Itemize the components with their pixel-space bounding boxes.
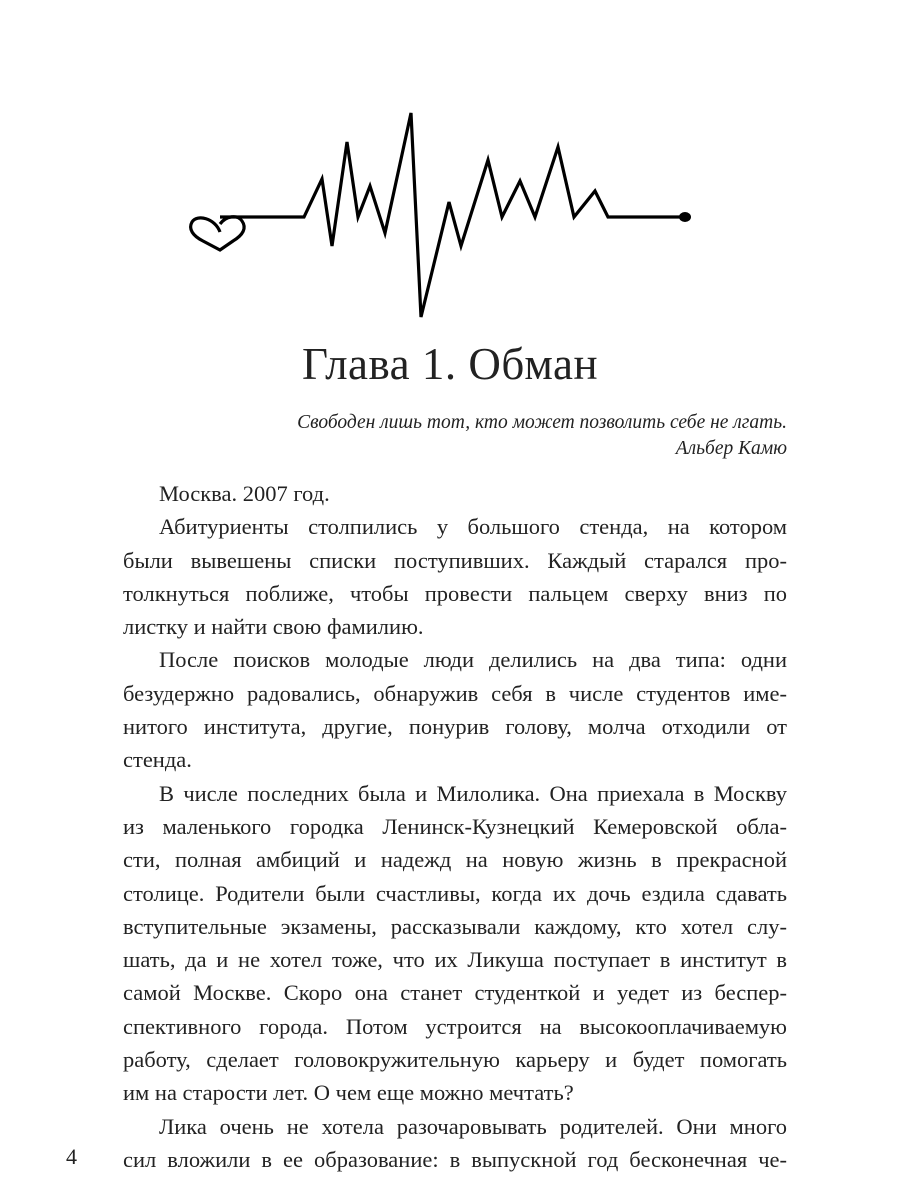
text-line: стенда. bbox=[123, 747, 192, 773]
epigraph-author: Альбер Камю bbox=[675, 438, 787, 459]
chapter-title: Глава 1. Обман bbox=[301, 339, 599, 389]
text-line: вступительные экзамены, рассказывали каждому, кто хотел слу- bbox=[123, 913, 787, 939]
text-line: Абитуриенты столпились у большого стенда, на котором bbox=[159, 514, 787, 540]
text-line: спективного города. Потом устроится на высокооплачиваемую bbox=[123, 1013, 787, 1039]
text-line: сти, полная амбиций и надежд на новую жизнь в прекрасной bbox=[123, 847, 787, 873]
heartbeat-illustration bbox=[185, 108, 730, 326]
text-line: нитого института, другие, понурив голову, молча отходили от bbox=[123, 714, 787, 740]
text-line: листку и найти свою фамилию. bbox=[123, 614, 424, 640]
dot-icon bbox=[679, 212, 691, 222]
heart-icon bbox=[191, 217, 245, 250]
text-line: столице. Родители были счастливы, когда их дочь ездила сдавать bbox=[123, 880, 787, 906]
text-line: из маленького городка Ленинск-Кузнецкий Кемеровской обла- bbox=[123, 813, 787, 839]
epigraph bbox=[297, 410, 787, 462]
page-number: 4 bbox=[66, 1144, 77, 1169]
text-line: В числе последних была и Милолика. Она приехала в Москву bbox=[159, 780, 787, 806]
text-line: После поисков молодые люди делились на два типа: одни bbox=[159, 647, 787, 673]
ecg-line bbox=[220, 113, 685, 317]
text-line: Лика очень не хотела разочаровывать родителей. Они много bbox=[159, 1113, 787, 1139]
text-line: им на старости лет. О чем еще можно мечтать? bbox=[123, 1080, 574, 1106]
text-line: работу, сделает головокружительную карьеру и будет помогать bbox=[123, 1047, 787, 1073]
text-line: самой Москве. Скоро она станет студенткой и уедет из беспер- bbox=[123, 980, 787, 1006]
text-line: шать, да и не хотел тоже, что их Ликуша поступает в институт в bbox=[123, 947, 787, 973]
text-line: толкнуться поближе, чтобы провести пальцем сверху вниз по bbox=[123, 580, 787, 606]
epigraph-quote: Свободен лишь тот, кто может позволить себе не лгать. bbox=[297, 412, 787, 433]
text-line: безудержно радовались, обнаружив себя в числе студентов име- bbox=[123, 680, 787, 706]
text-line: сил вложили в ее образование: в выпускной год бесконечная че- bbox=[123, 1146, 787, 1172]
body-text bbox=[123, 477, 787, 1176]
text-line: были вывешены списки поступивших. Каждый старался про- bbox=[123, 547, 787, 573]
text-line: Москва. 2007 год. bbox=[159, 481, 330, 506]
